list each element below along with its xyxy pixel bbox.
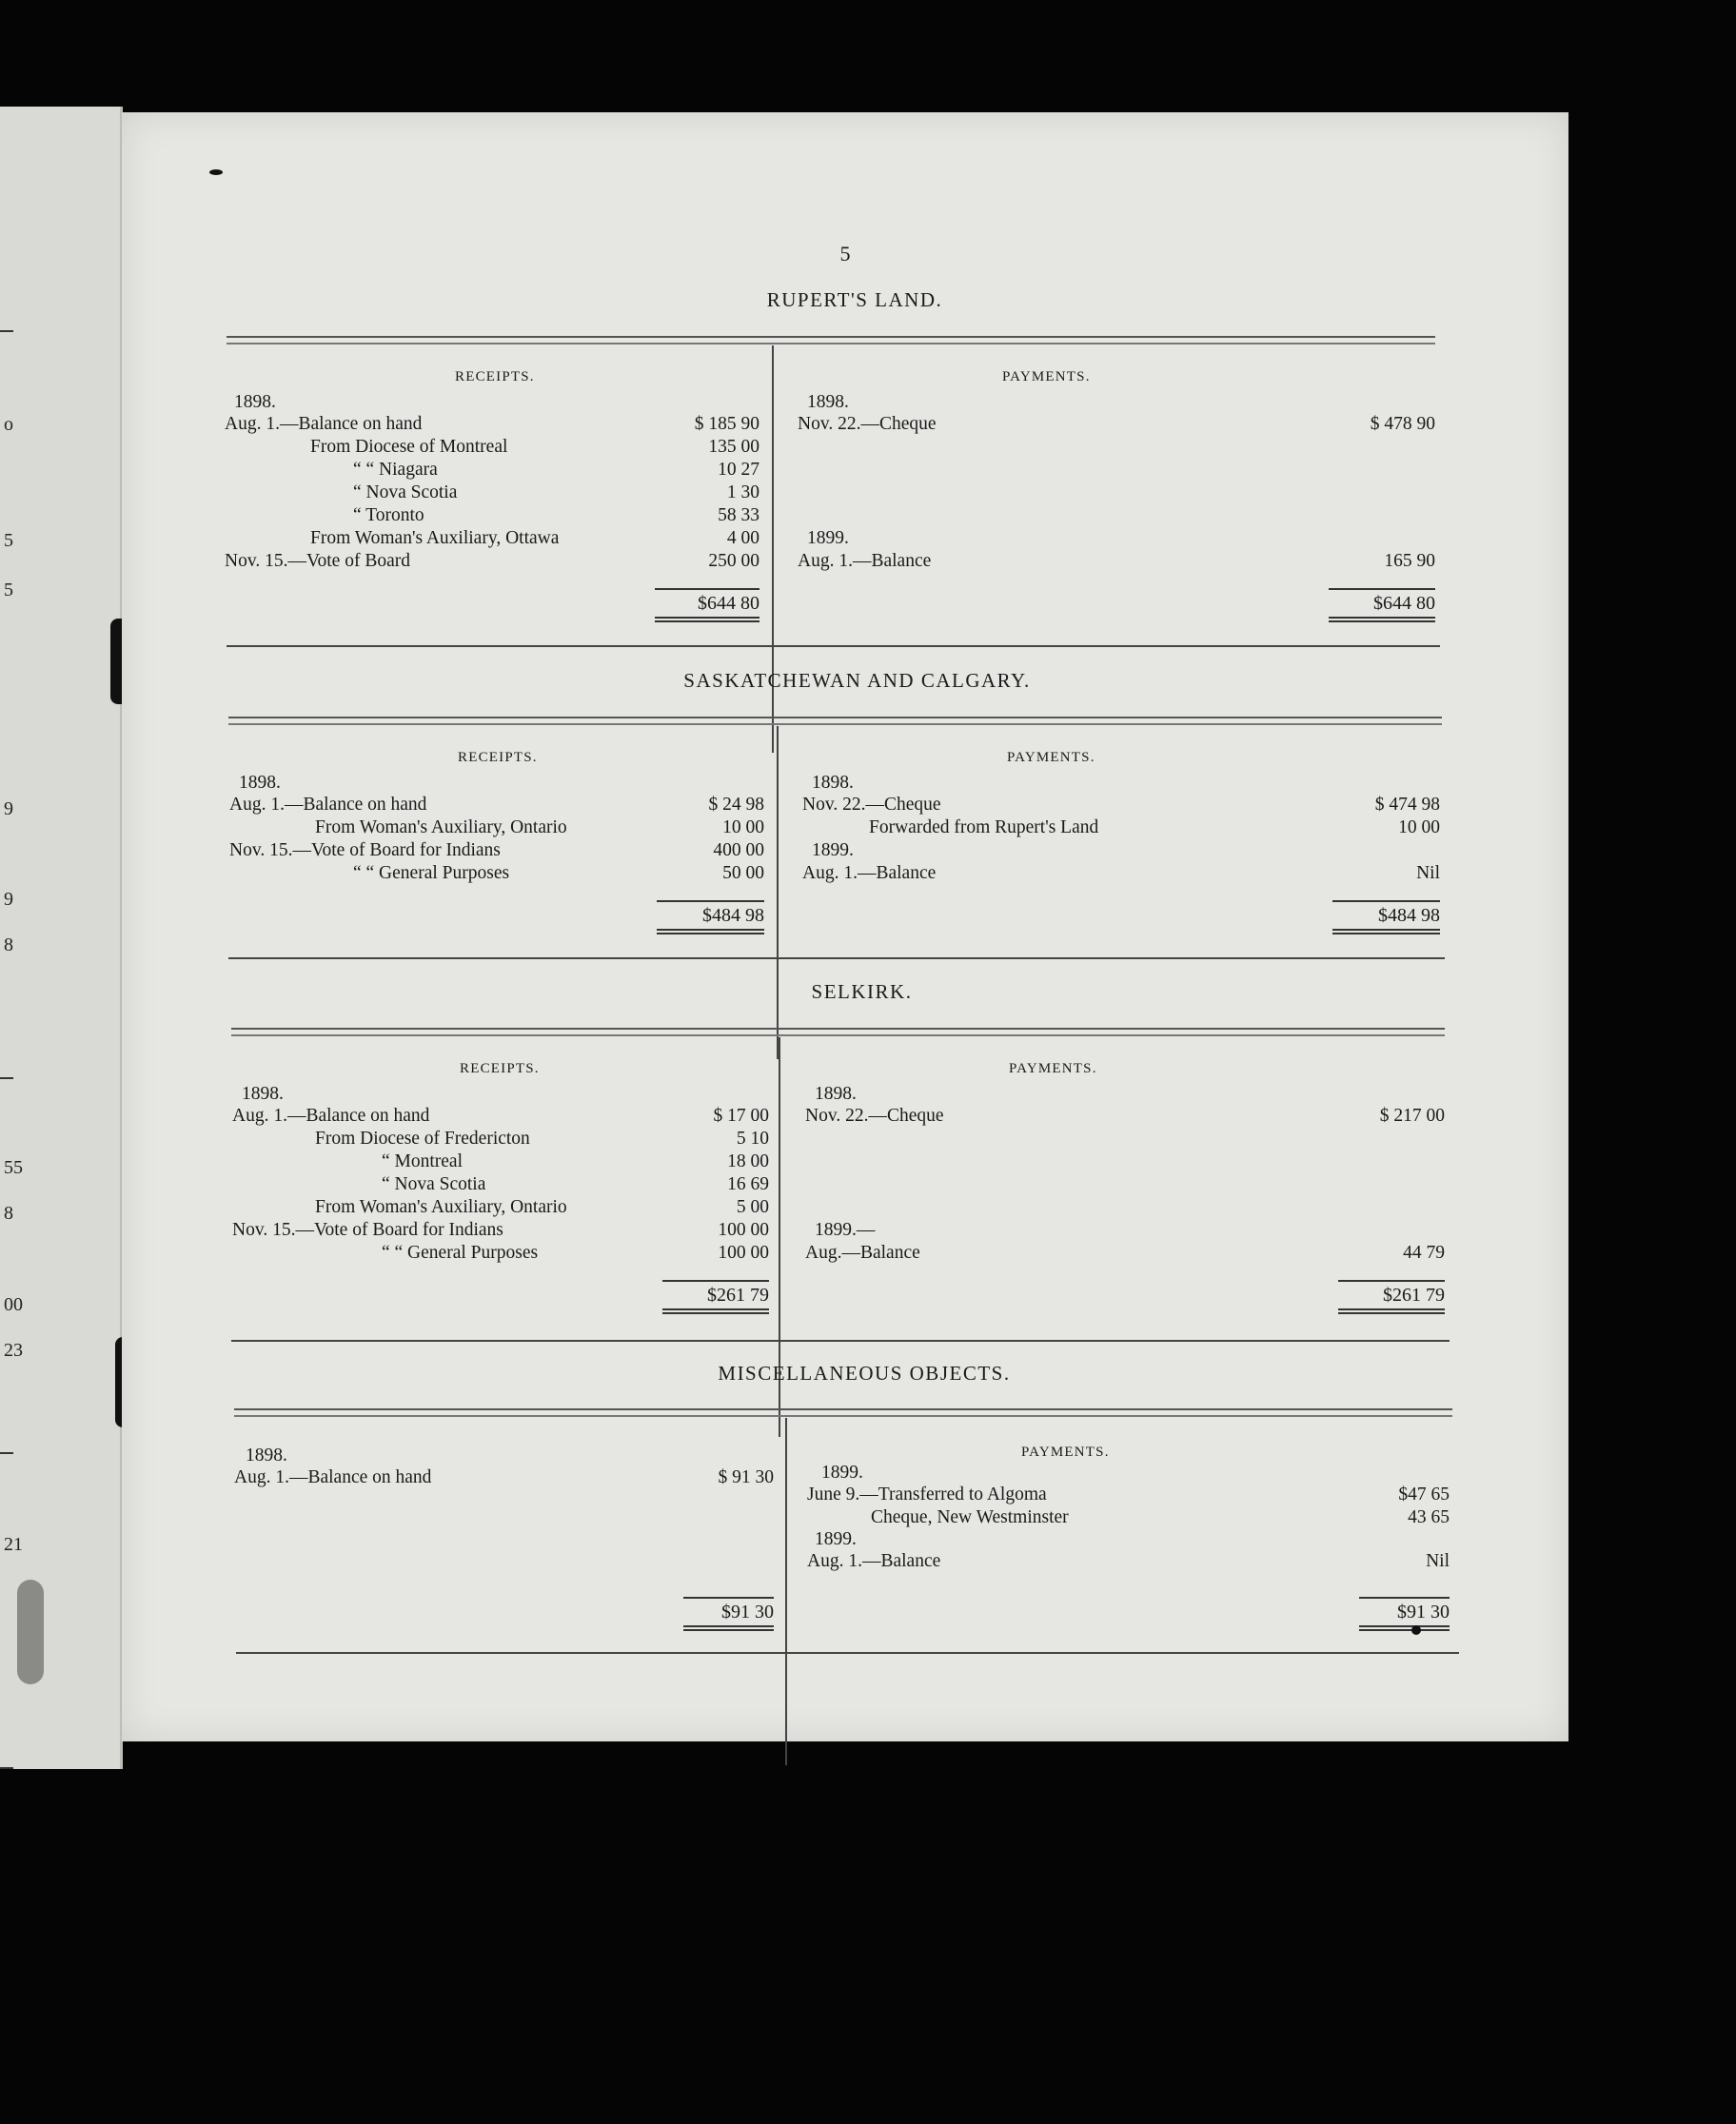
ink-speck: [1411, 1625, 1421, 1635]
section-title-ruperts-land: RUPERT'S LAND.: [766, 288, 943, 311]
receipt-amount: 100 00: [718, 1220, 769, 1240]
payment-amount: 165 90: [1384, 551, 1435, 571]
receipt-entry-date: 1898.: [234, 392, 276, 412]
receipt-amount: 58 33: [718, 505, 760, 525]
payment-entry-date: 1899.—: [815, 1220, 876, 1240]
left-fragment: 5: [4, 530, 13, 551]
receipt-entry: From Woman's Auxiliary, Ontario: [315, 1197, 567, 1217]
payment-amount: $ 478 90: [1370, 414, 1435, 434]
receipt-amount: 16 69: [727, 1174, 769, 1194]
ink-speck: [209, 169, 223, 175]
payment-entry-date: 1898.: [812, 773, 854, 793]
receipt-entry: From Woman's Auxiliary, Ottawa: [310, 528, 560, 548]
payment-entry-date: 1899.: [812, 840, 854, 860]
column-divider: [785, 1418, 787, 1765]
left-fragment: 9: [4, 889, 13, 910]
payment-amount: $47 65: [1398, 1485, 1450, 1504]
receipt-entry: “ Montreal: [382, 1151, 464, 1171]
receipt-entry: Nov. 15.—Vote of Board for Indians: [229, 840, 501, 860]
left-fragment: o: [4, 414, 13, 435]
column-divider: [777, 726, 779, 1059]
receipt-entry: From Diocese of Montreal: [310, 437, 508, 457]
left-rule: [0, 1767, 13, 1769]
payment-entry-date: 1898.: [815, 1084, 857, 1104]
payment-entry: Aug. 1.—Balance: [798, 551, 932, 571]
payments-total: $484 98: [1332, 900, 1440, 929]
payment-amount: Nil: [1426, 1551, 1450, 1571]
receipts-total: $91 30: [683, 1597, 774, 1625]
payment-entry: Nov. 22.—Cheque: [802, 795, 941, 815]
payments-heading: PAYMENTS.: [1009, 1061, 1097, 1076]
payment-amount: Nil: [1416, 863, 1440, 883]
receipts-heading: RECEIPTS.: [458, 750, 538, 765]
section-title-selkirk: SELKIRK.: [811, 980, 913, 1003]
receipt-entry: Nov. 15.—Vote of Board for Indians: [232, 1220, 503, 1240]
receipt-entry: “ Toronto: [353, 505, 424, 525]
payment-amount: $ 217 00: [1379, 1106, 1445, 1126]
receipts-total: $484 98: [657, 900, 764, 929]
payment-entry: June 9.—Transferred to Algoma: [807, 1485, 1047, 1504]
left-fragment: 23: [4, 1340, 23, 1361]
receipt-entry-date: 1898.: [239, 773, 281, 793]
section-end-rule: [228, 957, 1445, 959]
payment-entry: Aug. 1.—Balance: [802, 863, 937, 883]
left-fragment: 8: [4, 1203, 13, 1224]
left-rule: [0, 1452, 13, 1454]
payment-entry: Nov. 22.—Cheque: [805, 1106, 944, 1126]
page-number: 5: [839, 242, 851, 266]
payment-entry: Aug.—Balance: [805, 1243, 920, 1263]
receipts-total: $644 80: [655, 588, 760, 617]
receipt-amount: 1 30: [726, 482, 760, 502]
section-rule: [231, 1028, 1445, 1036]
payment-amount: 10 00: [1398, 817, 1440, 837]
receipt-amount: 5 00: [736, 1197, 769, 1217]
receipt-amount: 10 27: [718, 460, 760, 480]
receipt-amount: $ 17 00: [713, 1106, 769, 1126]
payment-entry: Cheque, New Westminster: [871, 1507, 1069, 1527]
receipt-amount: $ 24 98: [708, 795, 764, 815]
receipt-amount: 5 10: [736, 1129, 769, 1149]
left-fragment: 00: [4, 1294, 23, 1315]
payments-total: $261 79: [1338, 1280, 1445, 1308]
payment-entry: Aug. 1.—Balance: [807, 1551, 941, 1571]
left-fragment: 9: [4, 798, 13, 819]
payments-heading: PAYMENTS.: [1021, 1445, 1110, 1460]
receipt-amount: 100 00: [718, 1243, 769, 1263]
receipt-entry: From Diocese of Fredericton: [315, 1129, 530, 1149]
receipt-entry: “ “ General Purposes: [353, 863, 510, 883]
payment-entry-date: 1899.: [815, 1529, 857, 1549]
receipt-entry: “ Nova Scotia: [353, 482, 458, 502]
receipts-heading: RECEIPTS.: [460, 1061, 540, 1076]
receipt-entry: Aug. 1.—Balance on hand: [229, 795, 427, 815]
left-rule: [0, 330, 13, 332]
receipt-entry: “ “ General Purposes: [382, 1243, 539, 1263]
receipt-entry: “ “ Niagara: [353, 460, 438, 480]
section-rule: [234, 1408, 1452, 1417]
receipt-amount: 18 00: [727, 1151, 769, 1171]
receipts-total: $261 79: [662, 1280, 769, 1308]
payment-amount: 43 65: [1408, 1507, 1450, 1527]
receipt-entry: Aug. 1.—Balance on hand: [234, 1467, 432, 1487]
payment-amount: 44 79: [1403, 1243, 1445, 1263]
left-fragment: 55: [4, 1157, 23, 1178]
receipt-amount: 400 00: [713, 840, 764, 860]
section-end-rule: [227, 645, 1440, 647]
left-fragment: 21: [4, 1534, 23, 1555]
section-end-rule: [231, 1340, 1450, 1342]
receipt-entry: Aug. 1.—Balance on hand: [225, 414, 423, 434]
receipt-amount: 250 00: [708, 551, 760, 571]
payments-heading: PAYMENTS.: [1007, 750, 1095, 765]
receipt-amount: $ 185 90: [694, 414, 760, 434]
payment-entry-date: 1898.: [807, 392, 849, 412]
ink-smudge: [17, 1580, 44, 1684]
section-title-saskatchewan-calgary: SASKATCHEWAN AND CALGARY.: [683, 669, 1031, 692]
section-rule: [228, 717, 1442, 725]
receipt-entry: From Woman's Auxiliary, Ontario: [315, 817, 567, 837]
receipt-entry-date: 1898.: [246, 1446, 287, 1465]
left-fragment: 8: [4, 934, 13, 955]
ledger-page: [122, 112, 1568, 1741]
receipt-amount: 4 00: [726, 528, 760, 548]
receipt-amount: 50 00: [722, 863, 764, 883]
receipt-entry-date: 1898.: [242, 1084, 284, 1104]
payment-entry-date: 1899.: [821, 1463, 863, 1483]
receipt-entry: Aug. 1.—Balance on hand: [232, 1106, 430, 1126]
payments-total: $91 30: [1359, 1597, 1450, 1625]
section-title-miscellaneous-objects: MISCELLANEOUS OBJECTS.: [718, 1362, 1011, 1385]
receipt-entry: Nov. 15.—Vote of Board: [225, 551, 410, 571]
payment-entry: Nov. 22.—Cheque: [798, 414, 937, 434]
payment-amount: $ 474 98: [1374, 795, 1440, 815]
section-rule: [227, 336, 1435, 344]
section-end-rule: [236, 1652, 1459, 1654]
receipt-amount: $ 91 30: [718, 1467, 774, 1487]
payment-entry: Forwarded from Rupert's Land: [869, 817, 1099, 837]
receipts-heading: RECEIPTS.: [455, 369, 535, 384]
payment-entry-date: 1899.: [807, 528, 849, 548]
receipt-entry: “ Nova Scotia: [382, 1174, 486, 1194]
left-rule: [0, 1077, 13, 1079]
receipt-amount: 135 00: [708, 437, 760, 457]
receipt-amount: 10 00: [722, 817, 764, 837]
left-facing-page: [0, 107, 123, 1769]
left-fragment: 5: [4, 580, 13, 600]
payments-total: $644 80: [1329, 588, 1435, 617]
payments-heading: PAYMENTS.: [1002, 369, 1091, 384]
